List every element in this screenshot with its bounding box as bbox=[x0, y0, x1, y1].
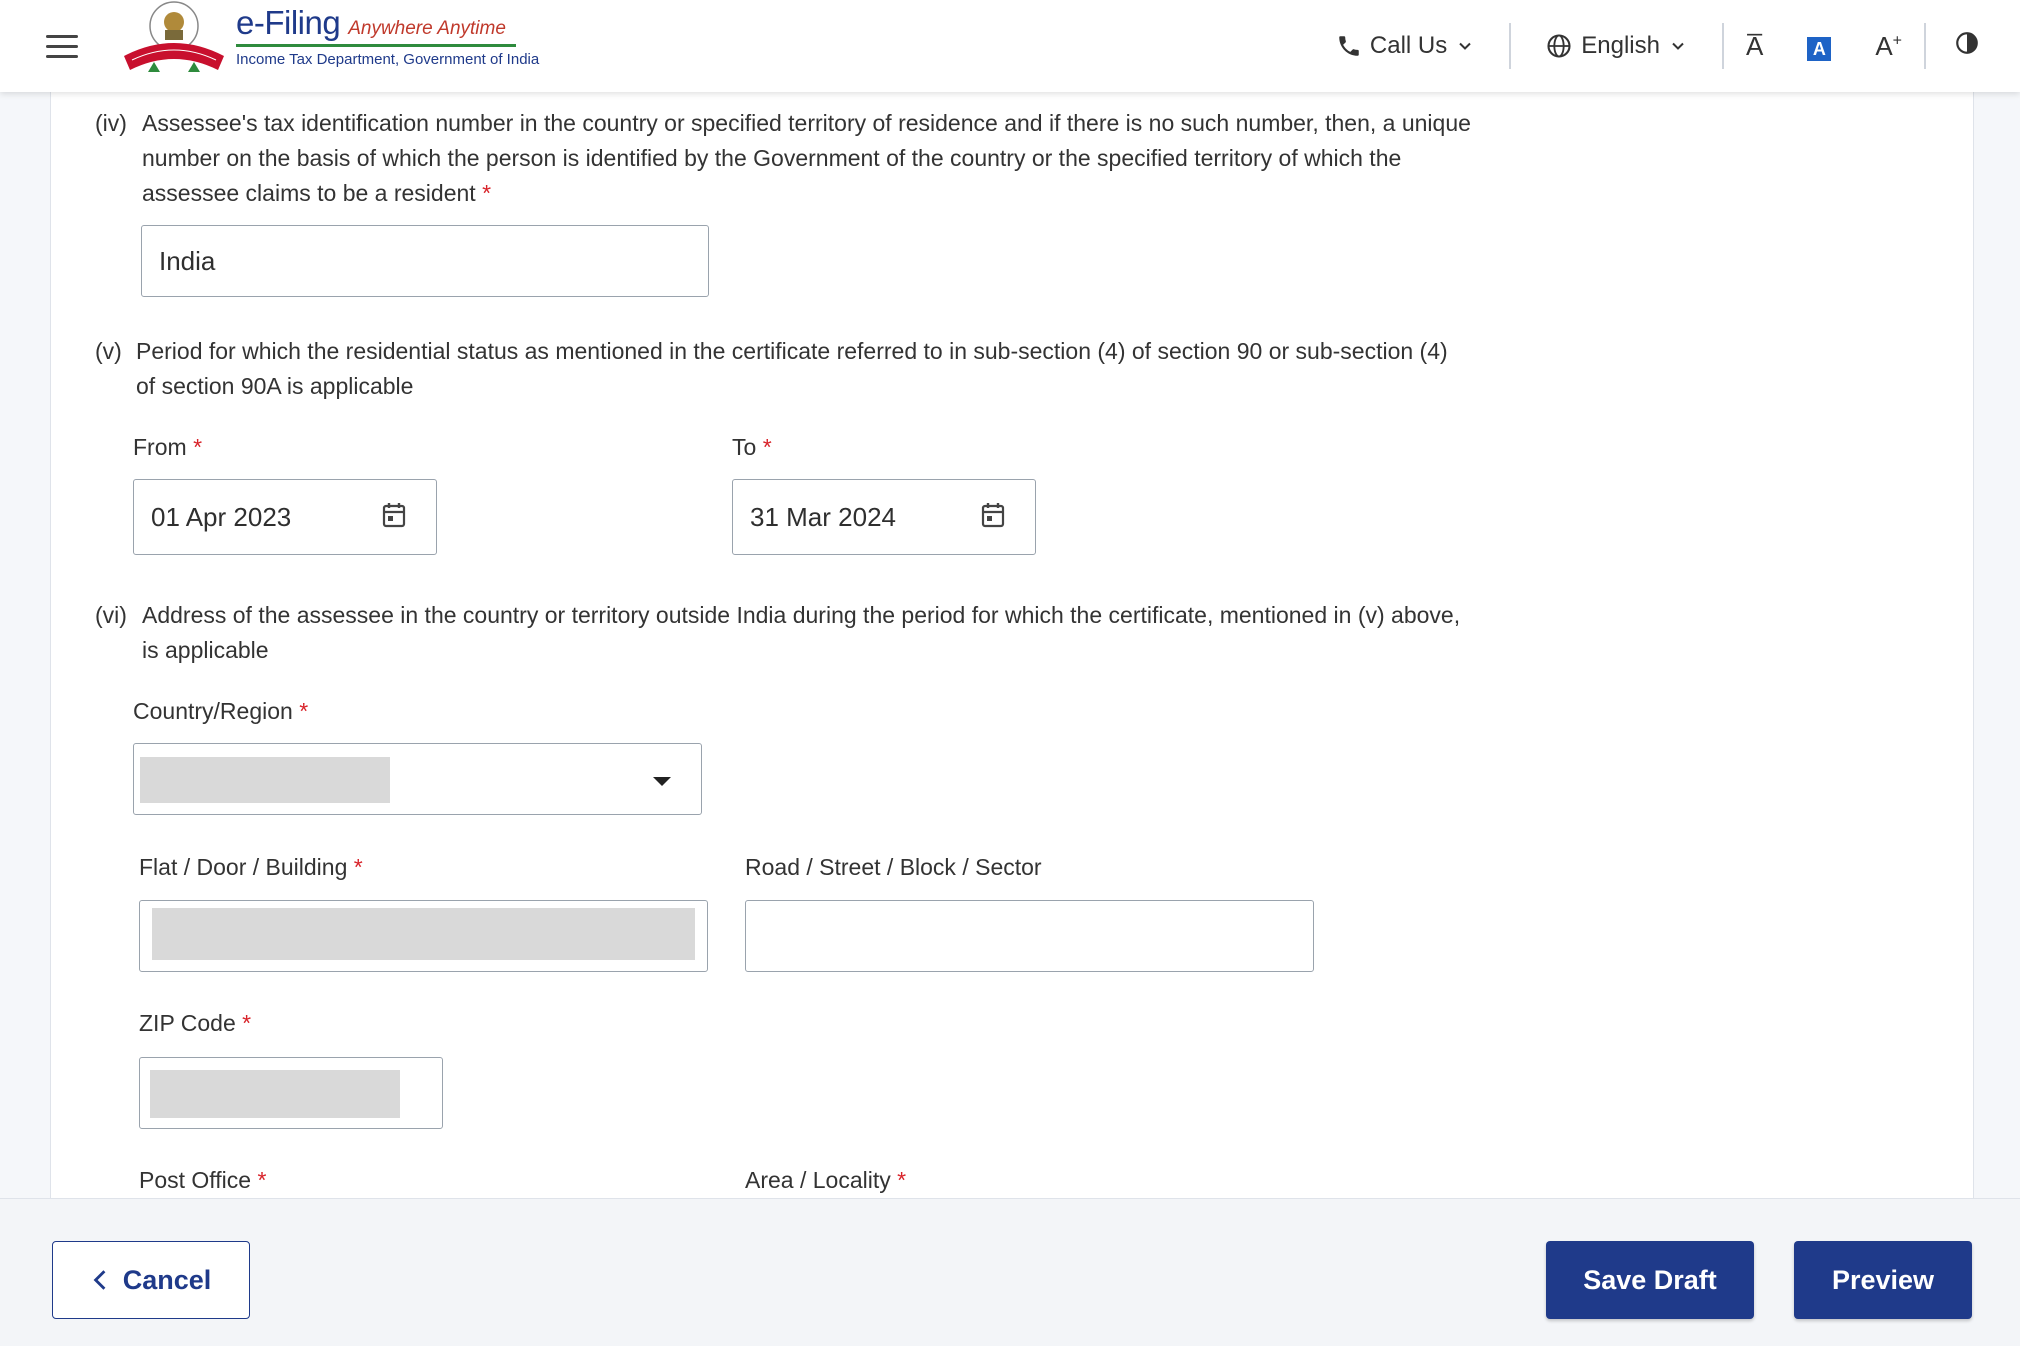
question-text bbox=[142, 106, 1472, 211]
redacted-value bbox=[140, 757, 390, 803]
zip-code-label: ZIP Code * bbox=[139, 1010, 252, 1036]
to-date-label: To * bbox=[732, 434, 772, 460]
contrast-toggle-icon[interactable] bbox=[1926, 30, 2020, 63]
brand-divider bbox=[236, 44, 516, 47]
top-header bbox=[0, 0, 2020, 92]
action-footer bbox=[0, 1198, 2020, 1346]
road-street-label: Road / Street / Block / Sector bbox=[745, 854, 1042, 880]
to-date-value: 31 Mar 2024 bbox=[750, 501, 896, 532]
preview-label: Preview bbox=[1831, 1264, 1935, 1295]
question-number: (v) bbox=[95, 338, 122, 364]
globe-icon bbox=[1545, 32, 1573, 60]
redacted-value bbox=[152, 908, 695, 960]
from-date-input[interactable] bbox=[133, 479, 437, 555]
flat-door-building-label: Flat / Door / Building * bbox=[139, 854, 363, 880]
brand-title: e-Filing bbox=[236, 4, 341, 41]
question-v-text: Period for which the residential status as mentioned in the certificate referred to in sub-section (4) of section 90 or sub-section (4) of section 90A is applicable bbox=[136, 338, 1448, 399]
calendar-icon[interactable] bbox=[382, 502, 406, 528]
brand-block[interactable] bbox=[236, 4, 539, 68]
country-region-label: Country/Region * bbox=[133, 698, 309, 724]
from-date-value: 01 Apr 2023 bbox=[151, 501, 292, 532]
flat-door-building-input[interactable] bbox=[139, 900, 708, 972]
income-tax-emblem-logo[interactable] bbox=[118, 0, 230, 78]
decrease-font-icon[interactable]: A̅ bbox=[1745, 30, 1764, 61]
cancel-label: Cancel bbox=[122, 1264, 212, 1295]
menu-icon[interactable] bbox=[46, 26, 86, 66]
question-number: (vi) bbox=[95, 602, 127, 628]
tax-id-country-value: India bbox=[159, 245, 216, 276]
save-draft-label: Save Draft bbox=[1583, 1264, 1717, 1295]
question-text bbox=[142, 598, 1472, 668]
call-us-label: Call Us bbox=[1369, 32, 1448, 59]
dropdown-caret-icon bbox=[653, 777, 671, 786]
tax-id-country-input[interactable] bbox=[141, 225, 709, 297]
country-region-select[interactable] bbox=[133, 743, 702, 815]
preview-button[interactable] bbox=[1794, 1241, 1972, 1319]
road-street-input[interactable] bbox=[745, 900, 1314, 972]
question-vi-text: Address of the assessee in the country or territory outside India during the period for which the certificate, mentioned in (v) above, is applicable bbox=[142, 602, 1461, 663]
brand-subtitle: Income Tax Department, Government of India bbox=[236, 51, 540, 68]
brand-tagline: Anywhere Anytime bbox=[348, 18, 506, 39]
to-date-input[interactable] bbox=[732, 479, 1036, 555]
from-date-label: From * bbox=[133, 434, 203, 460]
post-office-label: Post Office * bbox=[139, 1167, 267, 1193]
increase-font-icon[interactable]: A+ bbox=[1875, 30, 1902, 61]
call-us-dropdown[interactable] bbox=[1302, 32, 1509, 60]
cancel-button[interactable] bbox=[52, 1241, 250, 1319]
normal-font-icon[interactable]: A bbox=[1785, 31, 1853, 62]
question-iv-text: Assessee's tax identification number in the country or specified territory of residence and if there is no such number, then, a unique number on the basis of which the person is identified by the Government of the country or the specified territory of which the assessee claims to be a resident bbox=[142, 110, 1471, 206]
chevron-left-icon bbox=[91, 1269, 109, 1291]
phone-icon bbox=[1336, 33, 1362, 59]
redacted-value bbox=[150, 1070, 400, 1118]
chevron-down-icon bbox=[1455, 36, 1475, 56]
language-label: English bbox=[1581, 32, 1660, 59]
area-locality-label: Area / Locality * bbox=[745, 1167, 907, 1193]
question-number: (iv) bbox=[95, 110, 127, 136]
calendar-icon[interactable] bbox=[981, 502, 1005, 528]
required-mark: * bbox=[482, 180, 492, 206]
language-dropdown[interactable] bbox=[1511, 32, 1722, 60]
chevron-down-icon bbox=[1668, 36, 1688, 56]
header-actions bbox=[1302, 0, 2020, 92]
form-card bbox=[50, 92, 1974, 1198]
save-draft-button[interactable] bbox=[1546, 1241, 1754, 1319]
question-text bbox=[136, 334, 1466, 404]
zip-code-input[interactable] bbox=[139, 1057, 443, 1129]
